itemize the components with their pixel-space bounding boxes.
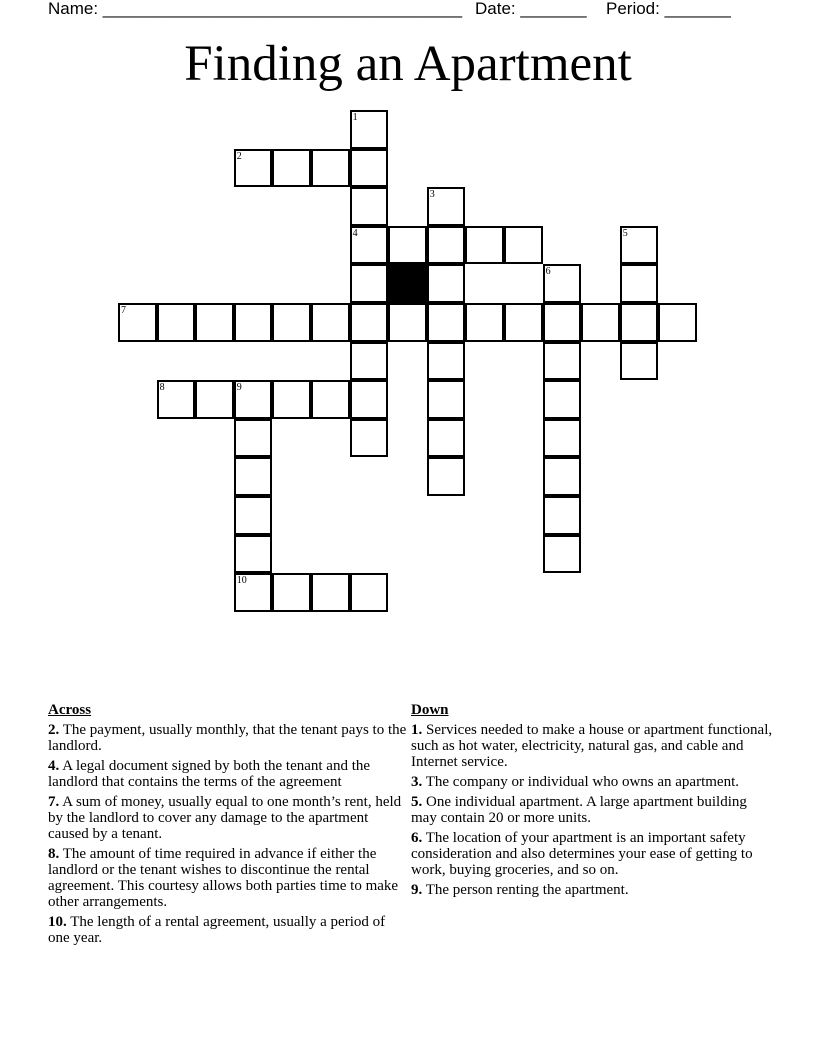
black-cell [388, 264, 427, 303]
clue-item [411, 830, 776, 878]
grid-cell[interactable] [311, 303, 350, 342]
grid-cell[interactable] [157, 380, 196, 419]
clue-number-label: 8 [159, 382, 165, 394]
clue-number-label: 9 [236, 382, 242, 394]
grid-cell[interactable] [543, 342, 582, 381]
clue-text: The length of a rental agreement, usually a period of one year. [48, 914, 386, 946]
grid-cell[interactable] [620, 303, 659, 342]
clue-number-label: 4 [352, 227, 358, 239]
grid-cell[interactable] [195, 303, 234, 342]
clue-item [48, 758, 408, 790]
across-heading: Across [48, 702, 92, 718]
grid-cell[interactable] [504, 226, 543, 265]
grid-cell[interactable] [234, 535, 273, 574]
grid-cell[interactable] [350, 380, 389, 419]
grid-cell[interactable] [388, 226, 427, 265]
across-clues [48, 702, 408, 950]
clue-text: Services needed to make a house or apartment functional, such as hot water, electricity, natural gas, and cable and Internet service. [411, 722, 773, 770]
clue-number-label: 2 [236, 150, 242, 162]
clue-item [411, 882, 776, 898]
down-heading: Down [411, 702, 449, 718]
grid-cell[interactable] [388, 303, 427, 342]
grid-cell[interactable] [543, 380, 582, 419]
clue-text: A sum of money, usually equal to one month’s rent, held by the landlord to cover any damage to the apartment caused by a tenant. [48, 794, 402, 842]
grid-cell[interactable] [427, 457, 466, 496]
grid-cell[interactable] [311, 149, 350, 188]
clue-text: One individual apartment. A large apartment building may contain 20 or more units. [411, 794, 747, 826]
grid-cell[interactable] [234, 457, 273, 496]
clue-item [48, 794, 408, 842]
clue-number: 7. [48, 794, 60, 810]
clue-item [48, 914, 408, 946]
clue-number: 10. [48, 914, 67, 930]
clue-item [48, 722, 408, 754]
grid-cell[interactable] [620, 226, 659, 265]
grid-cell[interactable] [543, 419, 582, 458]
clue-number: 8. [48, 846, 60, 862]
grid-cell[interactable] [543, 535, 582, 574]
name-field[interactable]: Name: ______________________________________ [48, 0, 463, 18]
grid-cell[interactable] [543, 496, 582, 535]
grid-cell[interactable] [350, 342, 389, 381]
grid-cell[interactable] [427, 419, 466, 458]
grid-cell[interactable] [543, 457, 582, 496]
grid-cell[interactable] [427, 303, 466, 342]
clue-number: 6. [411, 830, 423, 846]
clue-text: The company or individual who owns an apartment. [425, 774, 739, 790]
grid-cell[interactable] [427, 380, 466, 419]
clue-text: The amount of time required in advance if either the landlord or the tenant wishes to discontinue the rental agreement. This courtesy allows both parties time to make other arrangements. [48, 846, 399, 910]
grid-cell[interactable] [234, 419, 273, 458]
grid-cell[interactable] [350, 110, 389, 149]
clue-text: The person renting the apartment. [425, 882, 629, 898]
grid-cell[interactable] [272, 573, 311, 612]
clue-text: A legal document signed by both the tenant and the landlord that contains the terms of the agreement [48, 758, 371, 790]
clue-item [411, 794, 776, 826]
grid-cell[interactable] [118, 303, 157, 342]
grid-cell[interactable] [581, 303, 620, 342]
grid-cell[interactable] [350, 226, 389, 265]
clue-text: The payment, usually monthly, that the tenant pays to the landlord. [48, 722, 407, 754]
clue-number-label: 3 [429, 189, 435, 201]
clue-number: 2. [48, 722, 60, 738]
grid-cell[interactable] [504, 303, 543, 342]
grid-cell[interactable] [350, 573, 389, 612]
clue-number: 4. [48, 758, 60, 774]
grid-cell[interactable] [427, 342, 466, 381]
grid-cell[interactable] [427, 226, 466, 265]
clue-number-label: 10 [236, 575, 247, 587]
grid-cell[interactable] [234, 380, 273, 419]
grid-cell[interactable] [195, 380, 234, 419]
grid-cell[interactable] [311, 380, 350, 419]
clue-number: 5. [411, 794, 423, 810]
grid-cell[interactable] [234, 303, 273, 342]
clue-item [411, 722, 776, 770]
clue-number: 9. [411, 882, 423, 898]
grid-cell[interactable] [350, 264, 389, 303]
grid-cell[interactable] [234, 496, 273, 535]
clue-text: The location of your apartment is an important safety consideration and also determines your ease of getting to work, buying groceries, and so on. [411, 830, 753, 878]
page-title: Finding an Apartment [184, 36, 632, 92]
grid-cell[interactable] [350, 419, 389, 458]
clue-number-label: 1 [352, 112, 358, 123]
grid-cell[interactable] [234, 149, 273, 188]
grid-cell[interactable] [272, 149, 311, 188]
grid-cell[interactable] [465, 226, 504, 265]
grid-cell[interactable] [272, 303, 311, 342]
clue-number-label: 7 [121, 305, 126, 316]
clue-item [411, 774, 776, 790]
grid-cell[interactable] [543, 303, 582, 342]
grid-cell[interactable] [427, 187, 466, 226]
grid-cell[interactable] [350, 149, 389, 188]
grid-cell[interactable] [620, 342, 659, 381]
grid-cell[interactable] [658, 303, 697, 342]
grid-cell[interactable] [350, 187, 389, 226]
grid-cell[interactable] [157, 303, 196, 342]
period-field[interactable]: Period: _______ [606, 0, 731, 18]
clue-number-label: 5 [622, 227, 628, 239]
grid-cell[interactable] [234, 573, 273, 612]
clue-number-label: 6 [545, 266, 551, 278]
grid-cell[interactable] [543, 264, 582, 303]
down-clues [411, 702, 776, 902]
clue-item [48, 846, 408, 910]
grid-cell[interactable] [350, 303, 389, 342]
grid-cell[interactable] [427, 264, 466, 303]
grid-cell[interactable] [272, 380, 311, 419]
grid-cell[interactable] [465, 303, 504, 342]
grid-cell[interactable] [620, 264, 659, 303]
clue-number: 1. [411, 722, 423, 738]
date-field[interactable]: Date: _______ [475, 0, 587, 18]
grid-cell[interactable] [311, 573, 350, 612]
clue-number: 3. [411, 774, 423, 790]
